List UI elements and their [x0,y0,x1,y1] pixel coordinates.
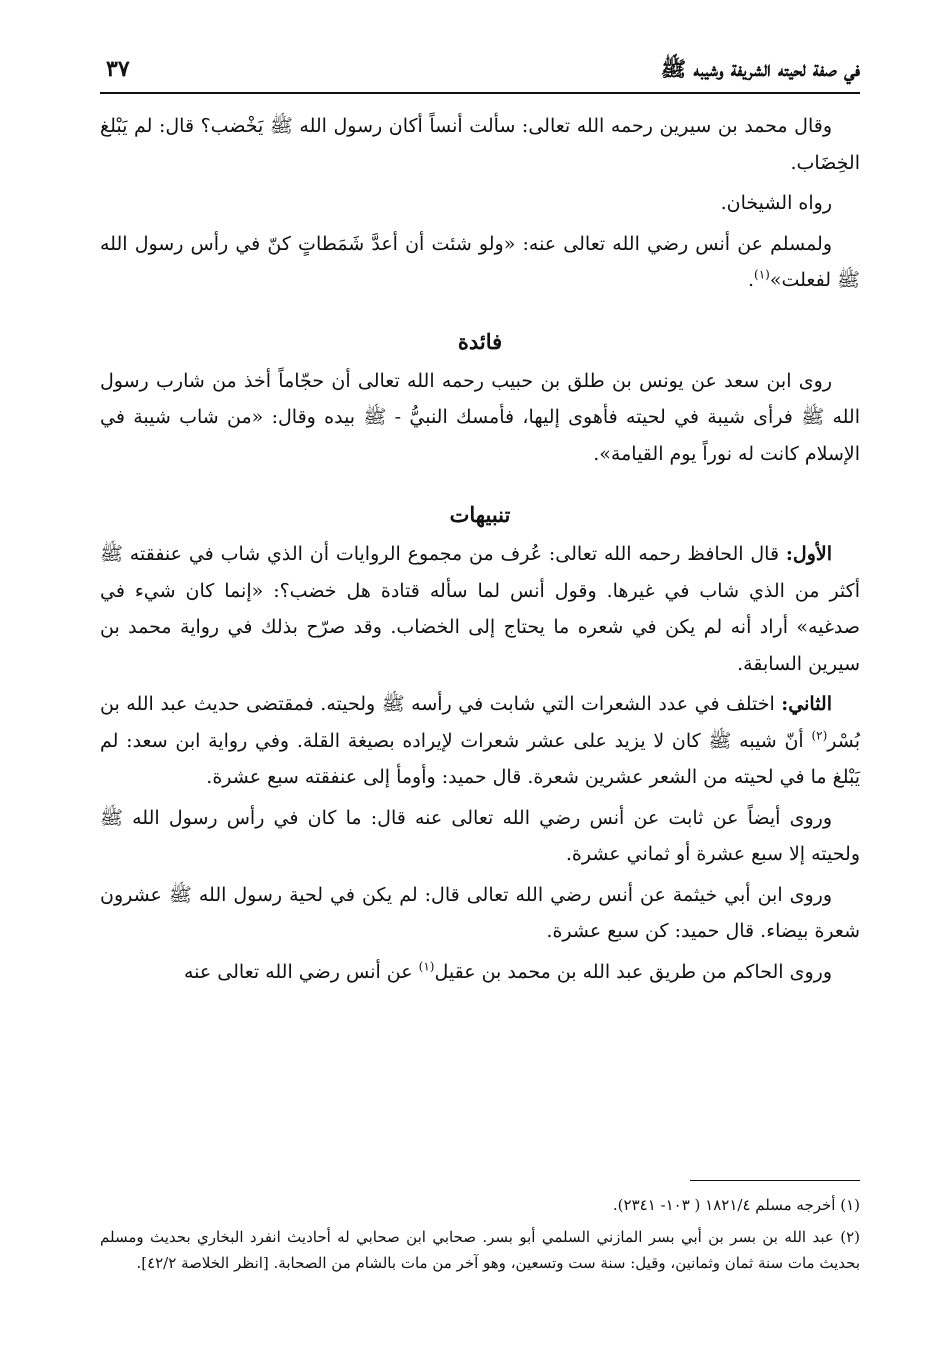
paragraph-text: وروى الحاكم من طريق عبد الله بن محمد بن عقيل [434,960,832,983]
paragraph [100,877,860,950]
paragraph-text: قال الحافظ رحمه الله تعالى: عُرف من مجموع الروايات أن الذي شاب في عنفقته ﷺ أكثر من الذي شاب في غيرها. وقول أنس لما سأله قتادة هل خضب؟: «إنما كان شيء في صدغيه» أراد أنه لم يكن في شعره ما يحتاج إلى الخضاب. وقد صرّح بذلك في رواية محمد بن سيرين السابقة. [100,543,860,675]
paragraph-text: وقال محمد بن سيرين رحمه الله تعالى: سألت أنساً أكان رسول الله ﷺ يَخْضب؟ قال: لم يَبْلغ الخِضَاب. [100,115,860,174]
paragraph [100,800,860,873]
paragraph-text: روى ابن سعد عن يونس بن طلق بن حبيب رحمه الله تعالى أن حجّاماً أخذ من شارب رسول الله ﷺ فرأى شيبة في لحيته فأهوى إليها، فأمسك النبيُّ - ﷺ بيده وقال: «من شاب شيبة في الإسلام كانت له نوراً يوم القيامة». [100,369,860,465]
section-heading-tanbihat: تنبيهات [449,502,511,527]
point-label-first: الأول: [785,543,832,565]
footnote-1: (١) أخرجه مسلم ١٨٢١/٤ ( ١٠٣- ٢٣٤١). [612,1196,860,1214]
paragraph [100,536,860,682]
section-heading-faida: فائدة [457,328,503,354]
paragraph [100,954,860,991]
paragraph [100,686,860,796]
footnote-marker: (١) [754,267,770,282]
page-number: ٣٧ [106,56,130,82]
running-header [100,52,860,94]
footnotes [100,1192,860,1282]
paragraph [100,363,860,473]
paragraph-text: أنّ شيبه ﷺ كان لا يزيد على عشر شعرات لإيراده بصيغة القلة. وفي رواية ابن سعد: لم يَبْلغ ما في لحيته من الشعر عشرين شعرة. قال حميد: وأومأ إلى عنفقته سبع عشرة. [100,729,860,788]
main-text [100,108,860,990]
footnote-separator [690,1180,860,1181]
paragraph-text: . [747,269,755,291]
paragraph-text: عن أنس رضي الله تعالى عنه [184,960,419,983]
paragraph-text: وروى أيضاً عن ثابت عن أنس رضي الله تعالى عنه قال: ما كان في رأس رسول الله ﷺ ولحيته إلا سبع عشرة أو ثماني عشرة. [100,806,860,865]
footnote-marker: (١) [418,959,435,974]
paragraph-text: وروى ابن أبي خيثمة عن أنس رضي الله تعالى قال: لم يكن في لحية رسول الله ﷺ عشرون شعرة بيضاء. قال حميد: كن سبع عشرة. [100,883,860,942]
paragraph [100,226,860,299]
paragraph-text: ولمسلم عن أنس رضي الله تعالى عنه: «ولو شئت أن أعدَّ شَمَطاتٍ كنّ في رأس رسول الله ﷺ لفعلت» [100,232,860,291]
paragraph [100,185,860,222]
paragraph-text: اختلف في عدد الشعرات التي شابت في رأسه ﷺ ولحيته. فمقتضى حديث عبد الله بن بُسْر [100,693,860,752]
footnote-marker: (٢) [811,728,828,743]
footnote-2: (٢) عبد الله بن بسر بن أبي بسر المازني السلمي أبو بسر. صحابي ابن صحابي له أحاديث انفرد البخاري بحديث ومسلم بحديث مات سنة ثمان وثمانين، وقيل: سنة ست وتسعين، وهو آخر من مات بالشام من الصحابة. [انظر الخلاصة ٤٢/٢]. [100,1228,860,1272]
book-page [100,52,860,1332]
point-label-second: الثاني: [781,693,832,715]
running-title: في صفة لحيته الشريفة وشيبه ﷺ [660,56,860,81]
paragraph [100,108,860,181]
paragraph-text: رواه الشيخان. [720,192,832,214]
